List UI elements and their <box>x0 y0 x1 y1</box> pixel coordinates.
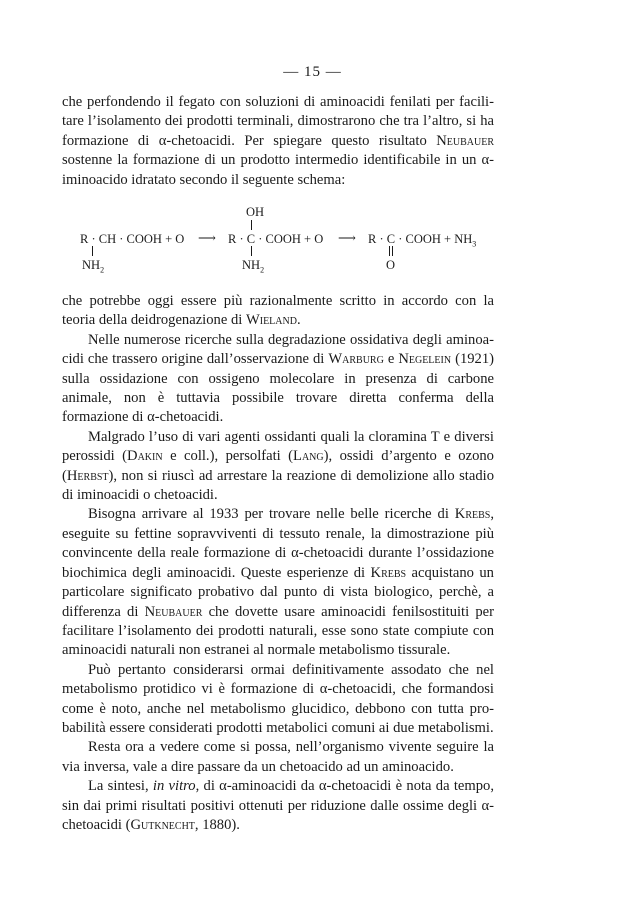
paragraph <box>62 93 494 190</box>
author-name: Gutknecht <box>130 816 195 833</box>
formula-product: R · C · COOH + $NH_3$ <box>368 232 477 249</box>
paragraph <box>62 428 494 506</box>
formula-amine-1: $NH_2$ <box>82 258 105 275</box>
author-name: Krebs <box>370 564 407 581</box>
formula-arrow-1: ⟶ <box>198 231 216 245</box>
text-run: (1921) sulla ossidazione con ossigeno molecolare in presenza di carbone animale, non è tuttavia possibile trovare diretta conferma della formazione di α-chetoacidi. <box>62 351 494 426</box>
page-number: — 15 — <box>283 64 342 80</box>
text-run: Nelle numerose ricerche sulla degradazione ossidativa degli aminoacidi che trassero origine dall’osservazione di <box>62 331 494 368</box>
paragraph <box>62 661 494 739</box>
author-name: Krebs <box>454 506 491 523</box>
text-run: che perfondendo il fegato con soluzioni di aminoacidi fenilati per facilitare l’isolamento dei prodotti terminali, dimostrarono che tra l’altro, si ha formazione di α-chetoacidi. Per spiegare questo risultato <box>62 94 494 149</box>
formula-oh: OH <box>246 205 265 219</box>
text-run: La sintesi, <box>88 778 153 795</box>
paragraph <box>62 777 494 835</box>
author-name: Neubauer <box>144 603 203 620</box>
text-run: che dovette usare aminoacidi fenilsostituiti per facilitare l’isolamento dei prodotti naturali, esse sono state compiute con aminoacidi naturali non estranei al normale metabolismo tissurale. <box>62 603 494 659</box>
text-run: sostenne la formazione di un prodotto intermedio identificabile in un α-iminoacido idratato secondo il seguente schema: <box>62 152 494 188</box>
text-run: e <box>383 351 399 368</box>
author-name: Herbst <box>66 467 109 484</box>
formula-reactant: R · CH · COOH + O <box>80 232 185 246</box>
author-name: Neubauer <box>436 132 494 149</box>
paragraph <box>62 505 494 660</box>
text-run: acquistano un particolare significato probativo dal punto di vista biologico, perchè, a differenza di <box>62 564 494 620</box>
formula-arrow-2: ⟶ <box>338 231 356 245</box>
reaction-scheme <box>80 198 500 278</box>
author-name: Warburg <box>328 351 384 368</box>
formula-bond <box>251 220 252 230</box>
author-name: Dakin <box>127 448 163 465</box>
text-run: . <box>296 312 301 329</box>
author-name: Negelein <box>398 351 452 368</box>
text-run: Bisogna arrivare al 1933 per trovare nelle belle ricerche di <box>88 506 455 523</box>
text-run: ), non si riuscì ad arrestare la reazione di demolizione allo stadio di iminoacidi o chetoacidi. <box>62 467 494 504</box>
formula-double-bond <box>389 246 393 256</box>
emphasis: in vitro <box>152 778 196 795</box>
formula-oxygen: O <box>386 258 396 272</box>
text-run: Malgrado l’uso di vari agenti ossidanti quali la cloramina T e diversi perossidi ( <box>62 428 494 465</box>
formula-bond <box>92 246 93 256</box>
author-name: Wieland <box>245 312 297 329</box>
author-name: Lang <box>293 448 324 465</box>
formula-bond <box>251 246 252 256</box>
paragraph <box>62 292 494 331</box>
text-run: e coll.), persolfati ( <box>162 448 294 465</box>
paragraph <box>62 738 494 777</box>
text-run: , eseguite su fettine sopravviventi di tessuto renale, la dimostrazione più convincente della reale formazione di α-chetoacidi durante l’ossidazione biochimica degli aminoacidi. Queste esperienze di <box>62 506 494 581</box>
text-run: , 1880). <box>194 816 240 833</box>
text-run: , di α-aminoacidi da α-chetoacidi è nota da tempo, sin dai primi risultati positivi ottenuti per riduzione dalle ossime degli α-chetoacidi ( <box>62 778 494 833</box>
text-run: che potrebbe oggi essere più razionalmente scritto in accordo con la teoria della deidrogenazione di <box>62 293 494 329</box>
text-block-main <box>62 292 494 835</box>
text-run: Resta ora a vedere come si possa, nell’organismo vivente seguire la via inversa, vale a dire passare da un chetoacido ad un aminoacido. <box>62 739 494 775</box>
paragraph <box>62 331 494 428</box>
text-block-top <box>62 93 494 190</box>
text-run: ), ossidi d’argento e ozono ( <box>62 448 494 484</box>
formula-intermediate: R · C · COOH + O <box>228 232 324 246</box>
formula-amine-2: $NH_2$ <box>242 258 265 275</box>
text-run: Può pertanto considerarsi ormai definitivamente assodato che nel metabolismo protidico vi è formazione di α-chetoacidi, che formandosi come è noto, anche nel metabolismo glucidico, debbono con tutta probabilità essere considerati prodotti metabolici comuni ai due metabolismi. <box>62 661 494 736</box>
